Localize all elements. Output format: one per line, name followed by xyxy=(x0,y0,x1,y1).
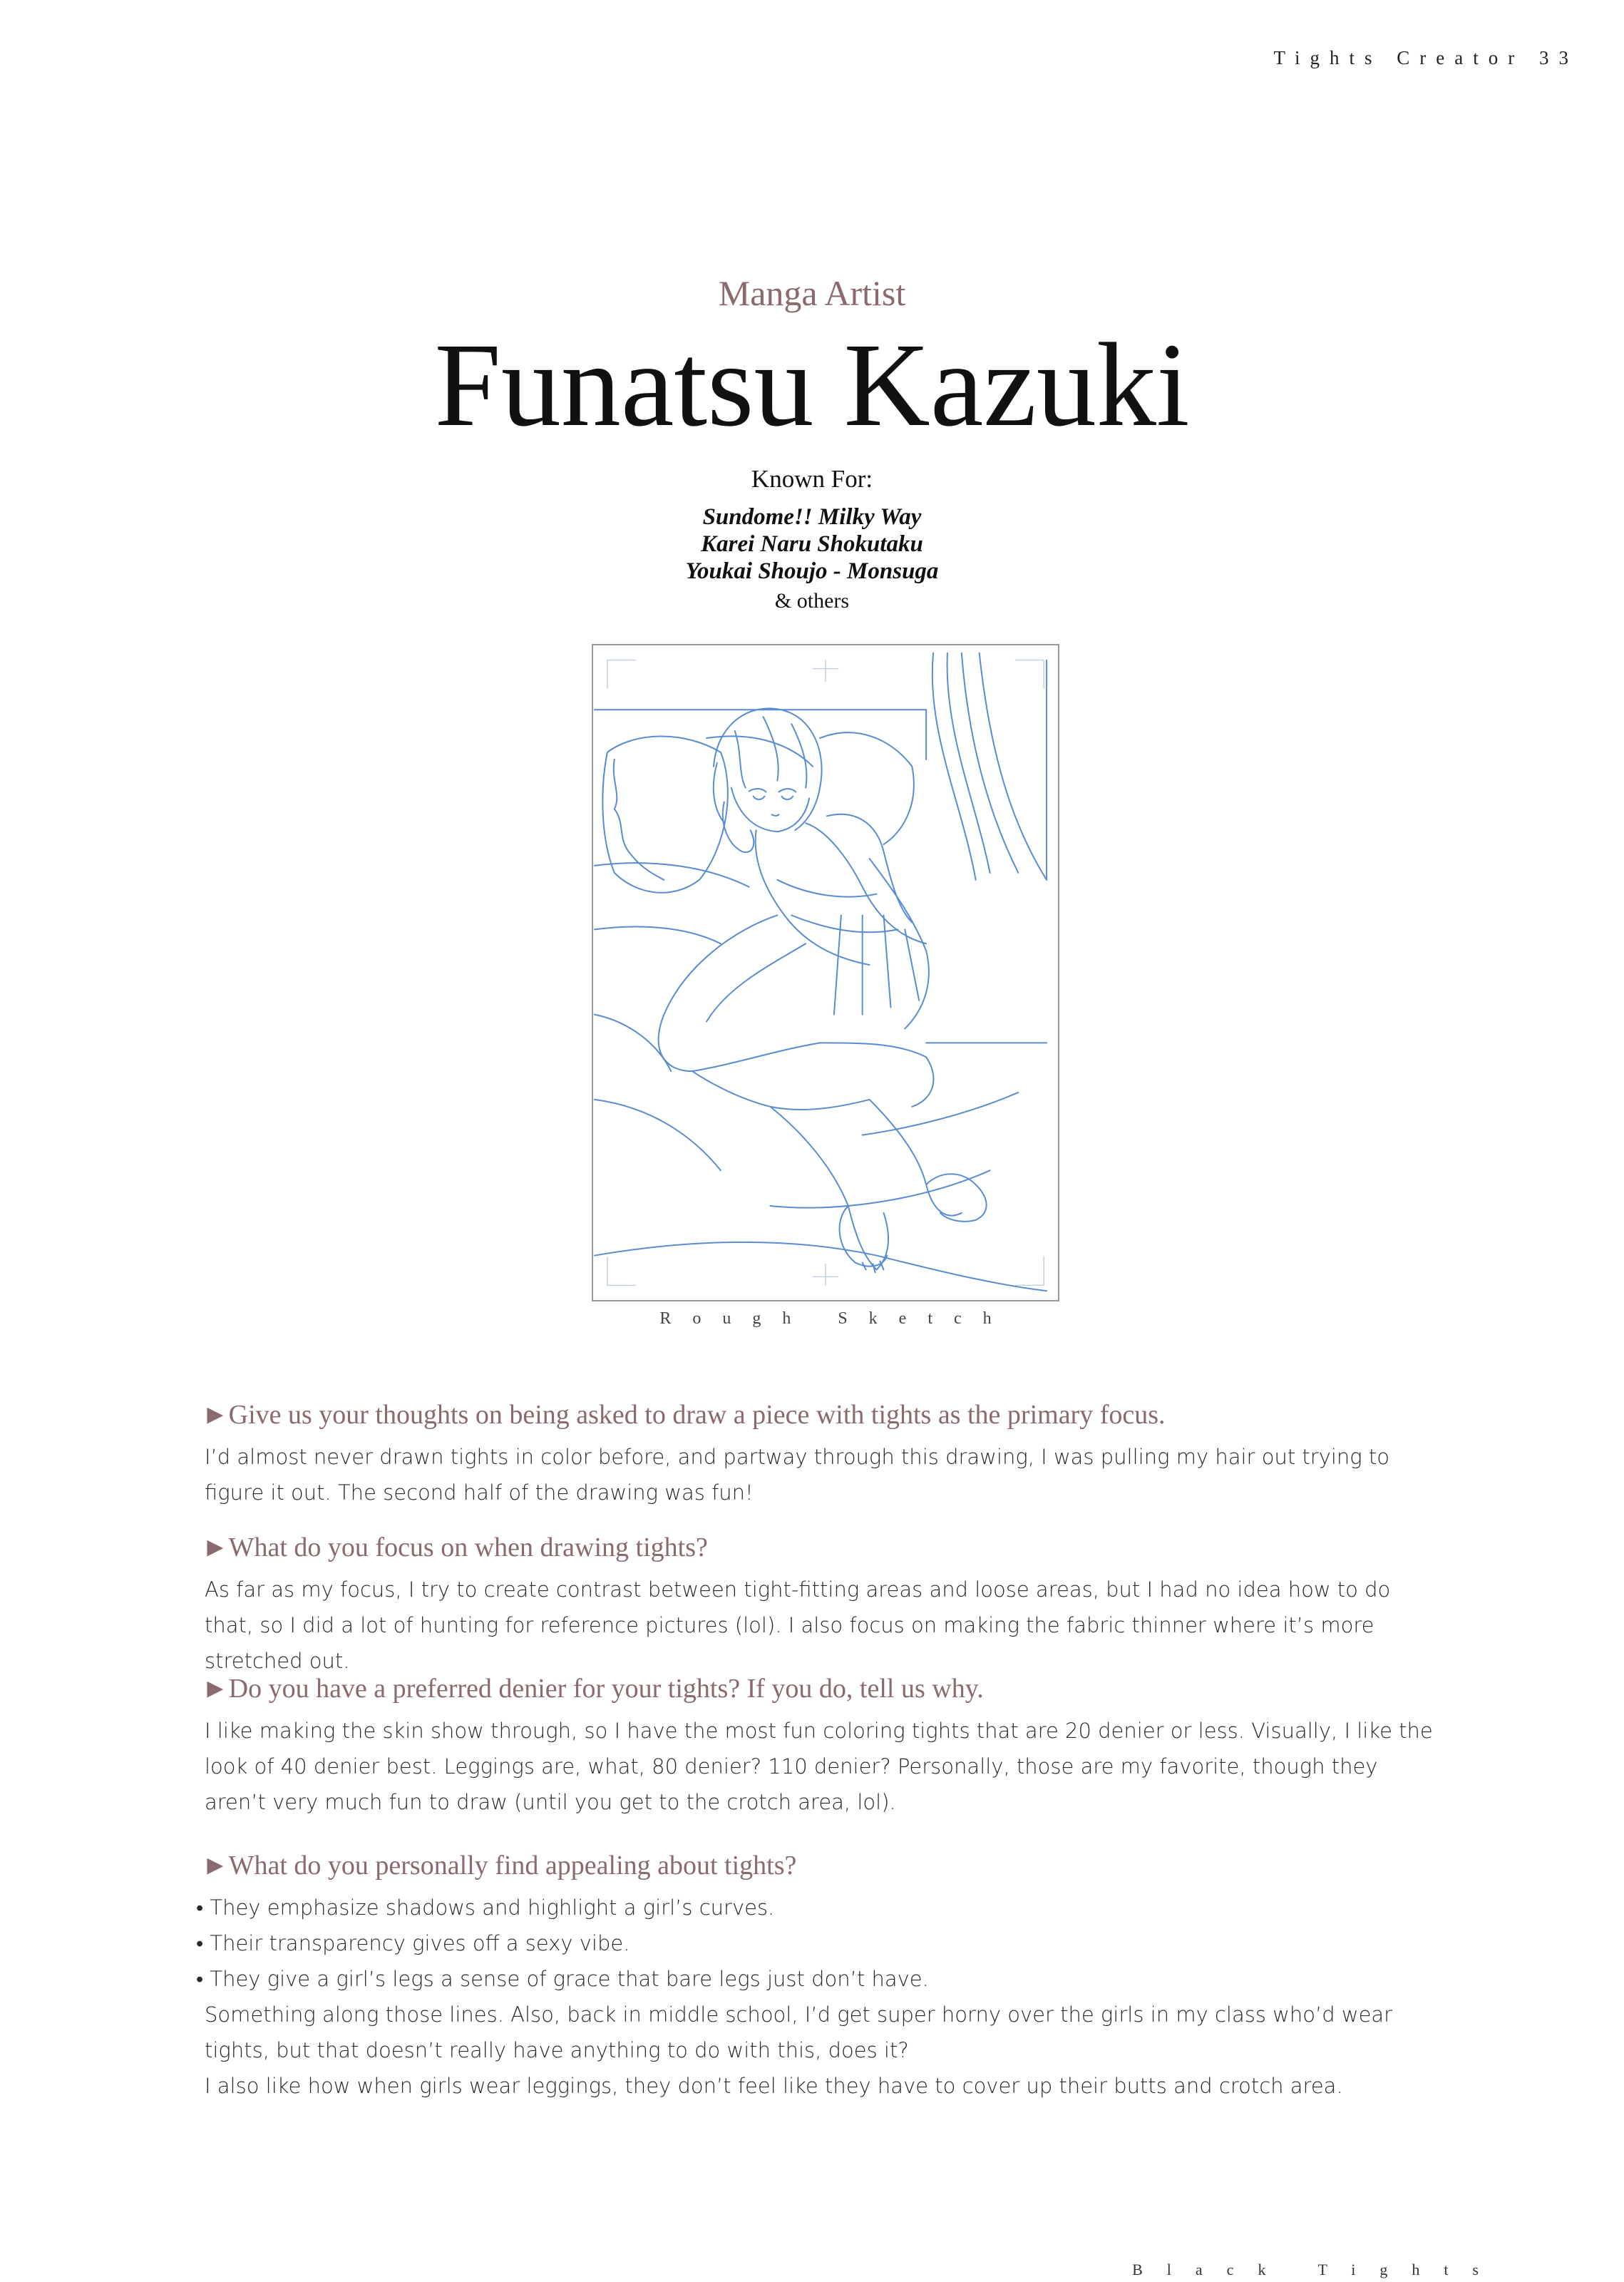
interview-block-1 xyxy=(202,1399,1445,1510)
answer-text: As far as my focus, I try to create contrast between tight-fitting areas and loose areas, but I had no idea how to do that, so I did a lot of hunting for reference pictures (lol). I also focus on making the fabric thinner where it’s more stretched out. xyxy=(205,1577,1391,1673)
question-text: What do you focus on when drawing tights? xyxy=(228,1533,708,1562)
artist-name: Funatsu Kazuki xyxy=(434,319,1190,451)
question-text: What do you personally find appealing about tights? xyxy=(228,1851,797,1881)
work-title: Sundome!! Milky Way xyxy=(702,504,922,530)
question-text: Give us your thoughts on being asked to draw a piece with tights as the primary focus. xyxy=(228,1400,1166,1430)
question-heading xyxy=(202,1673,1445,1704)
sketch-caption: Rough Sketch xyxy=(659,1309,1013,1328)
triangle-bullet-icon: ► xyxy=(202,1851,229,1881)
bullet-point: • Their transparency gives off a sexy vibe. xyxy=(196,1931,630,1955)
question-heading xyxy=(202,1532,1445,1563)
known-for-label: Known For: xyxy=(751,465,873,493)
answer-paragraph: I also like how when girls wear leggings, they don’t feel like they have to cover up their butts and crotch area. xyxy=(205,2074,1343,2098)
triangle-bullet-icon: ► xyxy=(202,1674,229,1704)
interview-block-4 xyxy=(196,1850,1445,2104)
question-text: Do you have a preferred denier for your tights? If you do, tell us why. xyxy=(228,1674,984,1704)
artist-role: Manga Artist xyxy=(718,273,906,313)
question-heading xyxy=(202,1850,1445,1881)
answer-text: I’d almost never drawn tights in color before, and partway through this drawing, I was pulling my hair out trying to figure it out. The second half of the drawing was fun! xyxy=(205,1445,1390,1505)
bullet-point: • They emphasize shadows and highlight a girl’s curves. xyxy=(196,1895,775,1920)
interview-block-3 xyxy=(202,1673,1445,1820)
triangle-bullet-icon: ► xyxy=(202,1400,229,1430)
running-head: Tights Creator 33 xyxy=(1273,47,1578,68)
work-title: Youkai Shoujo - Monsuga xyxy=(685,558,939,584)
works-list xyxy=(0,503,1624,585)
answer-block xyxy=(196,1890,1445,2104)
answer-text: I like making the skin show through, so I have the most fun coloring tights that are 20 denier or less. Visually, I like the look of 40 denier best. Leggings are, what, 80 denier? 110 denier? Personally, those are my favorite, though they aren’t very much fun to draw (until you get to the crotch area, lol). xyxy=(205,1719,1433,1814)
answer-paragraph: Something along those lines. Also, back in middle school, I’d get super horny over the girls in my class who’d wear tights, but that doesn’t really have anything to do with this, does it? xyxy=(205,2002,1393,2062)
sketch-illustration xyxy=(593,645,1058,1300)
triangle-bullet-icon: ► xyxy=(202,1533,229,1562)
interview-block-2 xyxy=(202,1532,1445,1679)
question-heading xyxy=(202,1399,1445,1431)
bullet-point: • They give a girl’s legs a sense of grace that bare legs just don’t have. xyxy=(196,1967,929,1991)
rough-sketch-image xyxy=(592,644,1059,1301)
running-foot: Black Tights xyxy=(1132,2261,1503,2278)
others-note: & others xyxy=(774,589,850,613)
work-title: Karei Naru Shokutaku xyxy=(701,531,923,557)
